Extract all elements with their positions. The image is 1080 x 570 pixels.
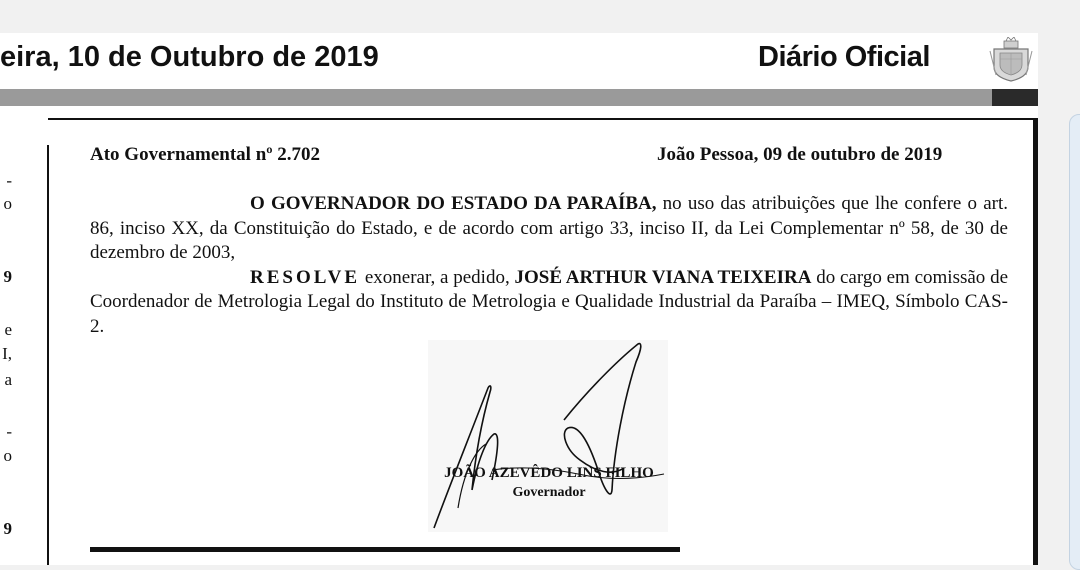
side-panel-edge: [1069, 114, 1080, 570]
publication-masthead: Diário Oficial: [758, 41, 930, 73]
left-column-fragment: o: [3, 195, 12, 212]
signatory-name: JOÃO AZEVÊDO LINS FILHO: [444, 465, 654, 481]
act-preamble: no uso das atribuições que lhe confere o art. 86, inciso XX, da Constituição do Estado, e de acordo com artigo 33, inciso II, da Lei Complementar nº 58, de 30 de dezembro de 2003,: [90, 193, 1008, 263]
left-column-fragment: I,: [2, 345, 12, 362]
article-frame-right: [1033, 119, 1038, 565]
act-place-date: João Pessoa, 09 de outubro de 2019: [657, 144, 943, 165]
act-body: [90, 192, 1008, 339]
newspaper-page: [0, 33, 1038, 565]
state-coat-of-arms-icon: [986, 37, 1036, 83]
governor-heading: O GOVERNADOR DO ESTADO DA PARAÍBA,: [250, 193, 657, 214]
section-end-rule: [90, 547, 680, 552]
header-rule-bar: [0, 89, 992, 106]
left-column-fragment: a: [4, 371, 12, 388]
issue-date-heading: eira, 10 de Outubro de 2019: [0, 41, 379, 73]
left-column-fragment: o: [3, 447, 12, 464]
header-rule-accent: [992, 89, 1038, 106]
column-divider: [47, 145, 49, 565]
article-frame-top: [48, 118, 1038, 120]
left-column-fragment: -: [6, 172, 12, 189]
left-column-fragment: e: [4, 321, 12, 338]
left-column-fragment: 9: [3, 268, 12, 285]
signatory-role: Governador: [512, 485, 586, 500]
act-decision-part2: do cargo em comissão de Coordenador de Metrologia Legal do Instituto de Metrologia e Qualidade Industrial da Paraíba – IMEQ, Símbolo CAS-2.: [90, 266, 1009, 337]
resolve-keyword: RESOLVE: [250, 266, 361, 288]
left-column-fragment: 9: [3, 520, 12, 537]
left-column-fragment: -: [6, 423, 12, 440]
dismissed-person-name: JOSÉ ARTHUR VIANA TEIXEIRA: [514, 266, 812, 288]
act-decision-part1: exonerar, a pedido,: [360, 266, 515, 288]
act-title: Ato Governamental nº 2.702: [90, 144, 321, 165]
handwritten-signature: [428, 340, 668, 532]
